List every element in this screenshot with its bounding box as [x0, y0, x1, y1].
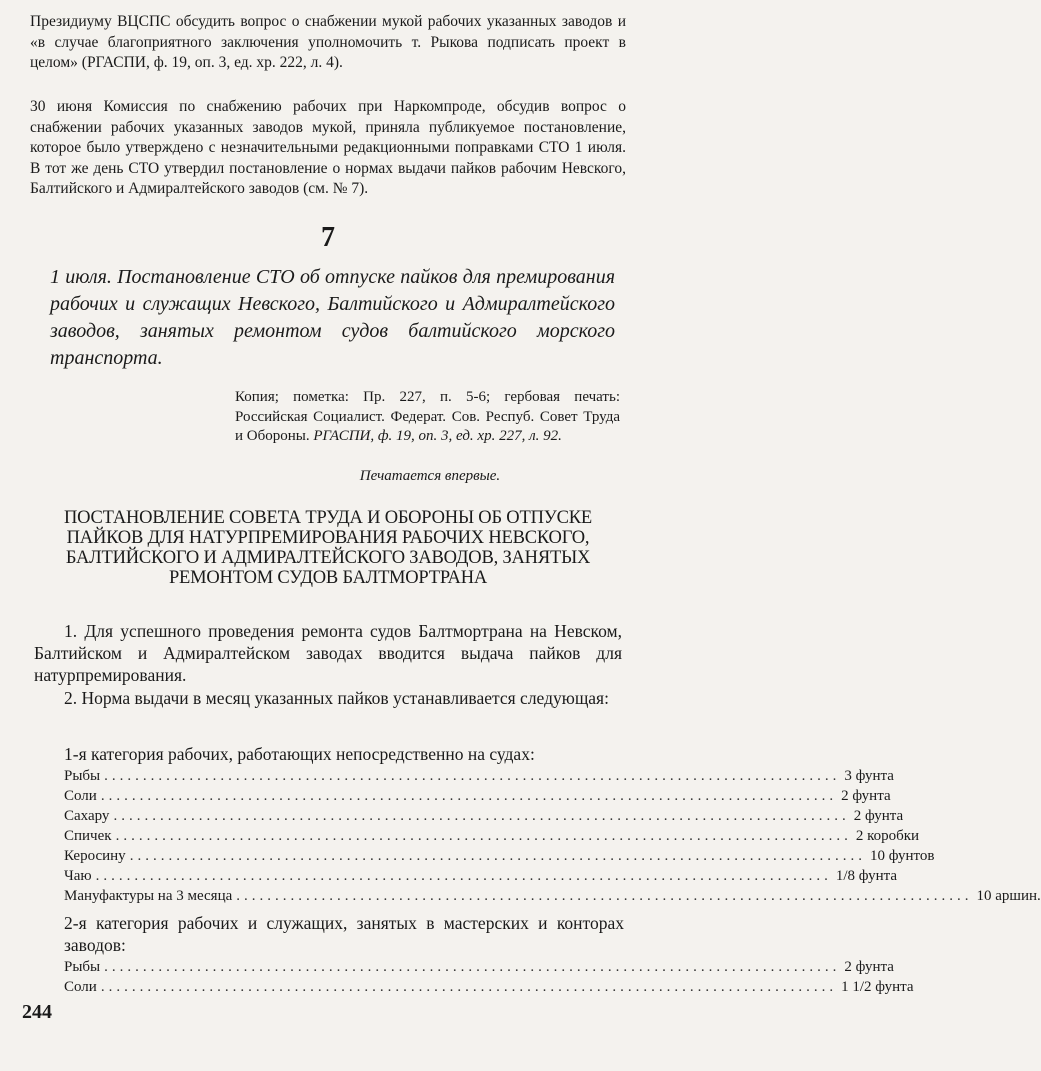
- ration-amount: 2 фунта: [841, 788, 891, 804]
- dot-leader: ...............................................................................................: [104, 768, 841, 784]
- dot-leader: ...............................................................................................: [236, 888, 973, 904]
- intro-paragraph-1: Президиуму ВЦСПС обсудить вопрос о снабжении мукой рабочих указанных заводов и «в случае благоприятного заключения уполномочить т. Рыкова подписать проект в целом» (РГАСПИ, ф. 19, оп. 3, ед. хр. 222, л. 4).: [30, 13, 626, 71]
- page-number: 244: [22, 1001, 52, 1023]
- ration-row: [64, 766, 894, 786]
- resolution-heading: ПОСТАНОВЛЕНИЕ СОВЕТА ТРУДА И ОБОРОНЫ ОБ ОТПУСКЕ ПАЙКОВ ДЛЯ НАТУРПРЕМИРОВАНИЯ РАБОЧИХ НЕВСКОГО, БАЛТИЙСКОГО И АДМИРАЛТЕЙСКОГО ЗАВОДОВ, ЗАНЯТЫХ РЕМОНТОМ СУДОВ БАЛТМОРТРАНА: [63, 508, 593, 588]
- ration-item: Чаю: [64, 868, 92, 884]
- dot-leader: ...............................................................................................: [113, 808, 850, 824]
- dot-leader: ...............................................................................................: [95, 868, 832, 884]
- intro-paragraph-2: 30 июня Комиссия по снабжению рабочих при Наркомпроде, обсудив вопрос о снабжении рабочих указанных заводов мукой, приняла публикуемое постановление, которое было утверждено с незначительными редакционными поправками СТО 1 июля. В тот же день СТО утвердил постановление о нормах выдачи пайков рабочим Невского, Балтийского и Адмиралтейского заводов (см. № 7).: [30, 98, 626, 197]
- source-plain: Копия; пометка: Пр. 227, п. 5-6; гербовая печать: Российская Социалист. Федерат. Сов. Респуб. Совет Труда и Обороны.: [235, 389, 620, 444]
- ration-amount: 3 фунта: [844, 768, 894, 784]
- ration-amount: 1 1/2 фунта: [841, 979, 914, 995]
- document-title: 1 июля. Постановление СТО об отпуске пайков для премирования рабочих и служащих Невского, Балтийского и Адмиралтейского заводов, занятых ремонтом судов балтийского морского транспорта.: [50, 266, 615, 369]
- ration-item: Спичек: [64, 828, 112, 844]
- ration-row: [64, 826, 920, 846]
- clause-1: 1. Для успешного проведения ремонта судов Балтмортрана на Невском, Балтийском и Адмиралтейском заводах вводится выдача пайков для натурпремирования.: [34, 621, 622, 685]
- ration-item: Соли: [64, 979, 97, 995]
- ration-item: Соли: [64, 788, 97, 804]
- dot-leader: ...............................................................................................: [129, 848, 866, 864]
- ration-amount: 10 аршин.: [976, 888, 1041, 904]
- ration-row: [64, 866, 898, 886]
- ration-row: [64, 806, 904, 826]
- ration-row: [64, 786, 891, 806]
- dot-leader: ...............................................................................................: [100, 788, 838, 804]
- ration-item: Мануфактуры на 3 месяца: [64, 888, 233, 904]
- ration-row: [64, 886, 1041, 906]
- ration-item: Сахару: [64, 808, 110, 824]
- category-2-label: 2-я категория рабочих и служащих, занятых в мастерских и конторах заводов:: [64, 913, 624, 955]
- ration-amount: 2 фунта: [844, 959, 894, 975]
- ration-row: [64, 957, 894, 977]
- archival-source: [235, 388, 620, 447]
- ration-amount: 2 коробки: [855, 828, 920, 844]
- document-number: 7: [321, 222, 335, 253]
- dot-leader: ...............................................................................................: [104, 959, 841, 975]
- ration-amount: 2 фунта: [853, 808, 904, 824]
- dot-leader: ...............................................................................................: [115, 828, 852, 844]
- source-archive: РГАСПИ, ф. 19, оп. 3, ед. хр. 227, л. 92.: [313, 428, 562, 444]
- category-1-label: 1-я категория рабочих, работающих непосредственно на судах:: [64, 744, 535, 764]
- publication-note: Печатается впервые.: [359, 468, 501, 484]
- ration-item: Рыбы: [64, 768, 101, 784]
- ration-amount: 10 фунтов: [869, 848, 935, 864]
- ration-row: [64, 846, 935, 866]
- ration-item: Рыбы: [64, 959, 101, 975]
- clause-2: 2. Норма выдачи в месяц указанных пайков устанавливается следующая:: [64, 688, 609, 708]
- dot-leader: ...............................................................................................: [100, 979, 838, 995]
- ration-row: [64, 977, 914, 997]
- ration-amount: 1/8 фунта: [835, 868, 898, 884]
- ration-item: Керосину: [64, 848, 126, 864]
